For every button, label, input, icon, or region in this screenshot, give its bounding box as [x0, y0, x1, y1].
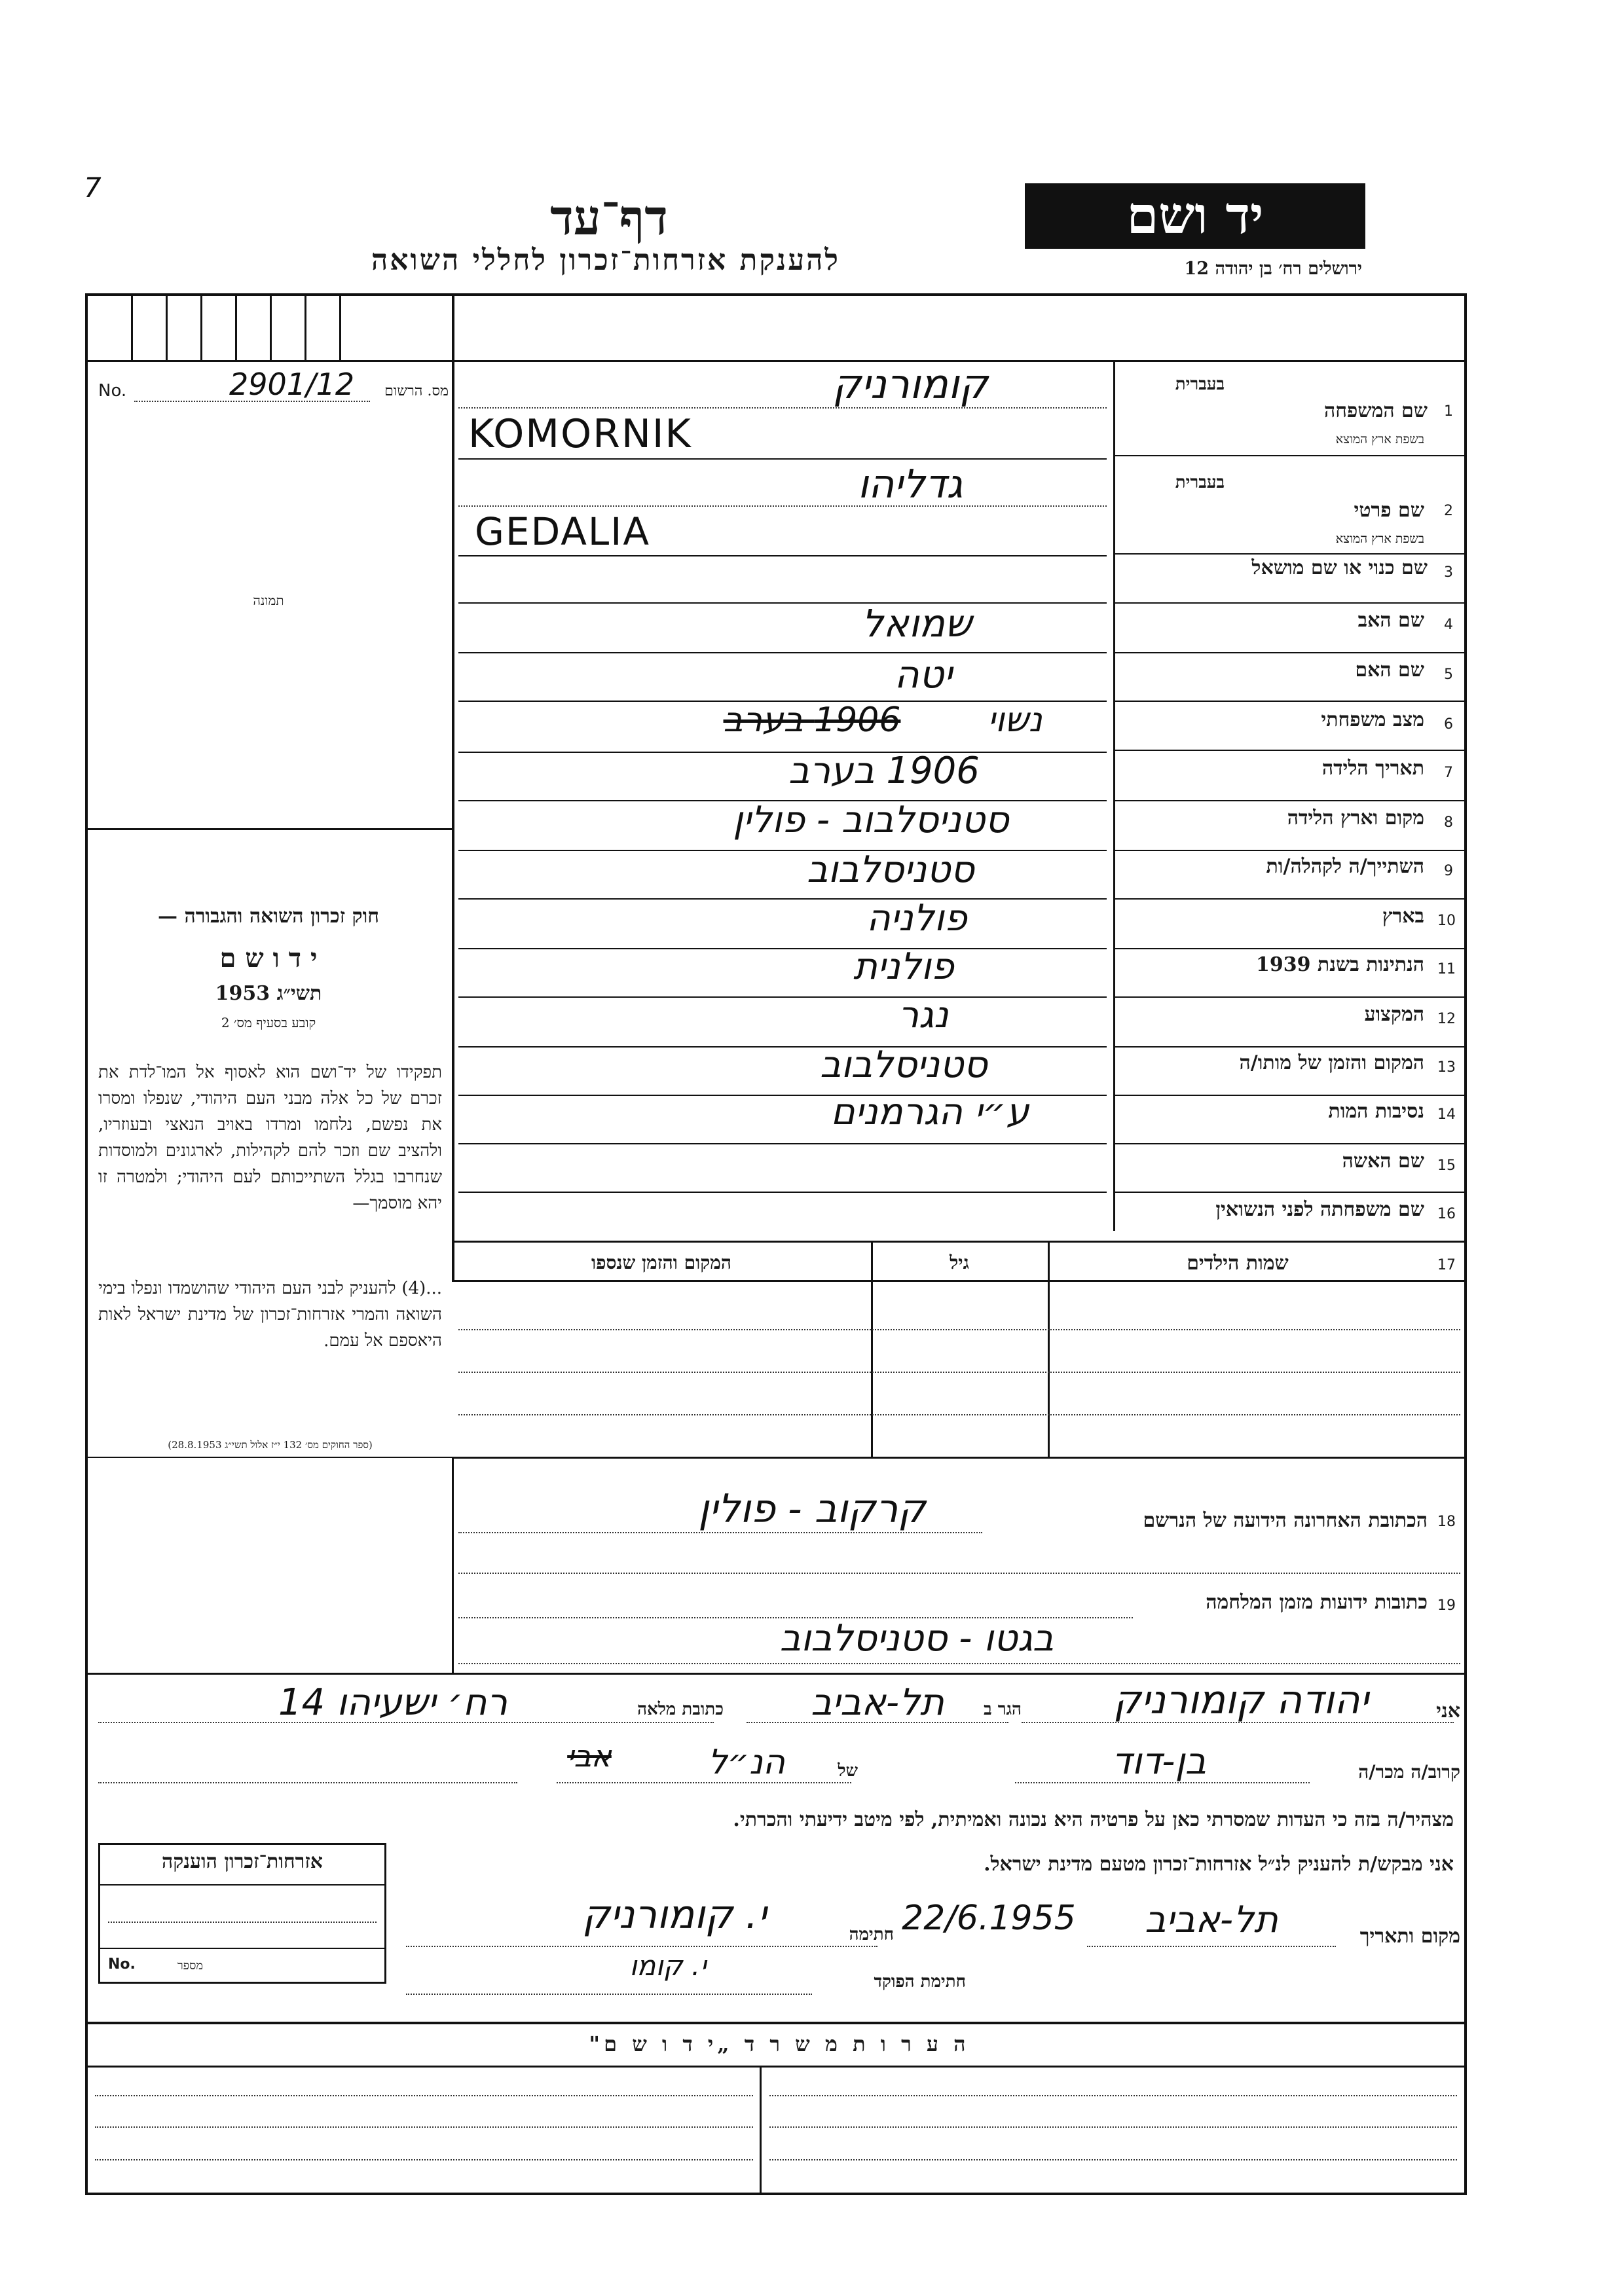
place-date-label: מקום ותאריך: [1359, 1925, 1460, 1948]
header-address: ירושלים רח׳ בן יהודה 12: [1184, 259, 1362, 279]
field-9-value: סטניסלבוב: [807, 848, 974, 891]
field-2-label: שם פרטי: [1354, 499, 1424, 522]
field-10-number: 10: [1437, 913, 1456, 929]
section-18-value: קרקוב - פולין: [698, 1486, 926, 1532]
declarant-name: יהודה קומורניק: [1113, 1677, 1369, 1723]
field-1-hebrew-tag: בעברית: [1175, 374, 1225, 394]
field-2-value-hebrew: גדליהו: [857, 462, 963, 507]
form-title: דף־עד: [550, 190, 668, 246]
field-1-label: שם המשפחה: [1323, 399, 1428, 422]
stamp-box-no-label: No.: [108, 1956, 136, 1973]
registration-label: מס. הרשום: [384, 383, 449, 399]
field-7-label: תאריך הלידה: [1321, 757, 1424, 780]
section-19-number: 19: [1437, 1597, 1456, 1614]
field-9-label: השתייך/ה לקהלה/ות: [1266, 855, 1424, 878]
law-text-1: תפקידו של יד־ושם הוא לאסוף אל המו־לדת את זכרם של כל אלה מבני העם היהודי, שנפלו ומסרו את נפשם, נלחמו ומרדו באויב הנאצי ובעוזריו, ולהציב שם וזכר להם לקהילות, לארגונים ולמוסדות שנחרבו בגלל השתייכותם לעם היהודי; ולמטרה זו יהא מוסמך—: [98, 1063, 442, 1213]
field-12-label: המקצוע: [1364, 1003, 1424, 1026]
field-14-number: 14: [1437, 1106, 1456, 1123]
field-2-origin-tag: בשפת ארץ המוצא: [1335, 532, 1424, 546]
law-year: תשי״ג 1953: [215, 982, 322, 1005]
field-6-value: נשוי: [987, 701, 1043, 740]
field-11-value: פולנית: [853, 945, 954, 988]
field-15-label: שם האשה: [1342, 1150, 1424, 1173]
children-col-names: שמות הילדים: [1187, 1252, 1289, 1275]
signature-place: תל-אביב: [1145, 1899, 1278, 1941]
field-5-value: יטה: [894, 652, 953, 697]
stamp-box-title: אזרחות־זכרון הוענקה: [161, 1850, 323, 1873]
field-3-label: שם כנוי או שם מושאל: [1251, 556, 1428, 579]
field-14-label: נסיבות המות: [1328, 1100, 1424, 1123]
officer-signature-label: חתימת הפוקד: [874, 1972, 966, 1992]
field-5-number: 5: [1444, 666, 1453, 683]
field-8-number: 8: [1444, 814, 1453, 831]
field-10-value: פולניה: [866, 897, 967, 939]
field-16-number: 16: [1437, 1206, 1456, 1222]
field-7-number: 7: [1444, 765, 1453, 781]
field-11-number: 11: [1437, 961, 1456, 977]
field-16-label: שם משפחתה לפני הנשואין: [1215, 1198, 1424, 1221]
law-footnote: (ספר החוקים מס׳ 132 י״ז אלול תשי״ג 28.8.1953): [168, 1439, 373, 1451]
declarant-lives-label: הגר ב: [984, 1700, 1022, 1719]
signature-date: 22/6.1955: [902, 1899, 1076, 1938]
field-2-hebrew-tag: בעברית: [1175, 473, 1225, 492]
section-18-label: הכתובת האחרונה הידועה של הנרשם: [1143, 1509, 1428, 1532]
field-12-value: נגר: [898, 994, 949, 1036]
corner-mark: 7: [84, 172, 101, 204]
law-text-2: ...(4) להעניק לבני העם היהודי שהושמדו ונפלו בימי השואה והמרי אזרחות־זכרון של מדינת ישראל לאות היאספם אל עמם.: [98, 1279, 442, 1351]
declarant-address-label: כתובת מלאה: [637, 1700, 724, 1719]
field-1-value-origin: KOMORNIK: [468, 411, 692, 457]
field-13-number: 13: [1437, 1059, 1456, 1076]
law-name: י ד ו ש ם: [219, 943, 318, 974]
field-1-origin-tag: בשפת ארץ המוצא: [1335, 432, 1424, 446]
signature-label: חתימה: [849, 1925, 894, 1944]
field-1-value-hebrew: קומורניק: [832, 360, 988, 408]
registration-no-label: No.: [98, 381, 127, 401]
declarant-of-struck: אבי: [567, 1738, 612, 1774]
field-6-struck-value: 1906 בערב: [723, 701, 901, 740]
field-13-value: סטניסלבוב: [820, 1044, 987, 1086]
section-18-number: 18: [1437, 1514, 1456, 1530]
field-4-number: 4: [1444, 617, 1453, 633]
field-13-label: המקום והזמן של מותו/ה: [1239, 1051, 1424, 1074]
section-19-value: בגטו - סטניסלבוב: [779, 1617, 1054, 1660]
office-notes-title: ה ע ר ו ת מ ש ר ד „י ד ו ש ם": [589, 2032, 970, 2056]
officer-signature: י. קומו: [629, 1950, 707, 1982]
declarant-city: תל-אביב: [811, 1681, 944, 1724]
section-19-label: כתובות ידועות מזמן המלחמה: [1206, 1591, 1428, 1614]
request-text: אני מבקש/ת להעניק לנ״ל אזרחות־זכרון מטעם מדינת ישראל.: [984, 1853, 1454, 1876]
declarant-relative-label: קרוב/ה מכר/ה: [1358, 1761, 1460, 1783]
field-7-value: 1906 בערב: [788, 750, 980, 792]
field-3-number: 3: [1444, 564, 1453, 581]
declarant-of-value: הנ״ל: [708, 1743, 785, 1782]
field-11-label: הנתינות בשנת 1939: [1255, 953, 1424, 976]
field-4-label: שם האב: [1357, 609, 1424, 632]
law-title: חוק זכרון השואה והגבורה —: [158, 905, 379, 928]
field-4-value: שמואל: [861, 601, 972, 646]
field-5-label: שם האם: [1355, 659, 1424, 682]
field-15-number: 15: [1437, 1157, 1456, 1174]
field-8-value: סטניסלבוב - פולין: [733, 799, 1009, 841]
declarant-relation: בן-דוד: [1111, 1740, 1207, 1783]
yad-vashem-logo: יד ושם: [1025, 183, 1365, 249]
field-2-value-origin: GEDALIA: [475, 509, 651, 554]
declarant-signature: י. קומורניק: [582, 1892, 767, 1938]
children-col-age: גיל: [950, 1252, 969, 1273]
field-6-number: 6: [1444, 716, 1453, 733]
stamp-box-number-label: מספר: [177, 1959, 203, 1973]
children-col-place: המקום והזמן שנספו: [591, 1252, 731, 1273]
declaration-text: מצהיר/ה בזה כי העדות שמסרתי כאן על פרטיה היא נכונה ואמיתית, לפי מיטב ידיעתי והכרתי.: [733, 1808, 1454, 1831]
field-9-number: 9: [1444, 863, 1453, 879]
field-2-number: 2: [1444, 503, 1453, 519]
registration-number: 2901/12: [229, 367, 355, 402]
photo-label: תמונה: [253, 592, 284, 608]
children-number: 17: [1437, 1257, 1456, 1273]
declarant-ani: אני: [1436, 1700, 1460, 1722]
law-clause: קובע בסעיף מס׳ 2: [221, 1015, 316, 1030]
declarant-of-label: של: [838, 1761, 858, 1781]
field-8-label: מקום וארץ הלידה: [1287, 807, 1424, 829]
declarant-address: רח׳ ישעיהו 14: [278, 1681, 507, 1724]
field-6-label: מצב משפחתי: [1321, 708, 1424, 731]
field-12-number: 12: [1437, 1011, 1456, 1027]
field-14-value: ע״י הגרמנים: [830, 1091, 1029, 1133]
field-1-number: 1: [1444, 403, 1453, 420]
field-10-label: בארץ: [1382, 905, 1424, 928]
form-subtitle: להענקת אזרחות־זכרון לחללי השואה: [371, 244, 840, 277]
